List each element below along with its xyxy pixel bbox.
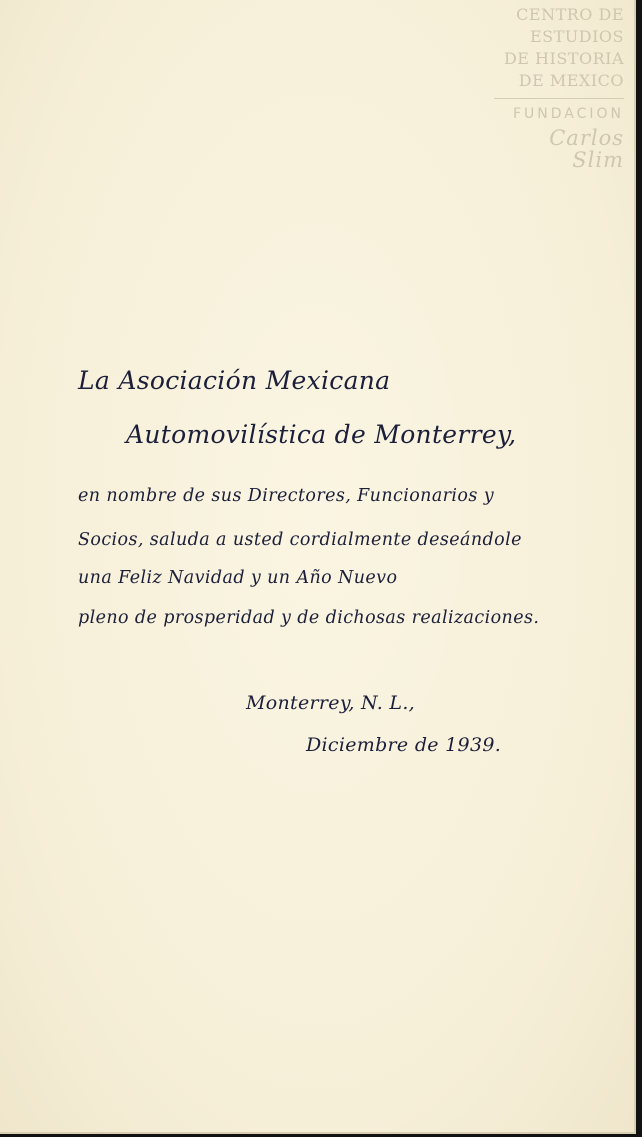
watermark-fundacion: FUNDACION bbox=[512, 106, 624, 122]
body-line-2: Socios, saluda a usted cordialmente deseándole bbox=[78, 530, 522, 550]
scan-edge-right bbox=[636, 0, 642, 1137]
watermark-signature: Carlos Slim bbox=[549, 126, 624, 172]
body-line-1: en nombre de sus Directores, Funcionarios y bbox=[78, 486, 494, 506]
archive-watermark bbox=[494, 4, 624, 171]
heading-line-1: La Asociación Mexicana bbox=[78, 366, 391, 395]
date-line: Diciembre de 1939. bbox=[306, 734, 502, 756]
heading-line-2: Automovilística de Monterrey, bbox=[126, 420, 517, 449]
watermark-divider bbox=[494, 98, 624, 99]
body-line-3: una Feliz Navidad y un Año Nuevo bbox=[78, 568, 398, 588]
watermark-line-4: DE MEXICO bbox=[518, 71, 624, 90]
place-line: Monterrey, N. L., bbox=[246, 692, 415, 714]
watermark-line-2: ESTUDIOS bbox=[529, 27, 624, 46]
body-line-4: pleno de prosperidad y de dichosas realizaciones. bbox=[78, 608, 540, 628]
watermark-line-3: DE HISTORIA bbox=[503, 49, 624, 68]
watermark-line-1: CENTRO DE bbox=[516, 5, 624, 24]
